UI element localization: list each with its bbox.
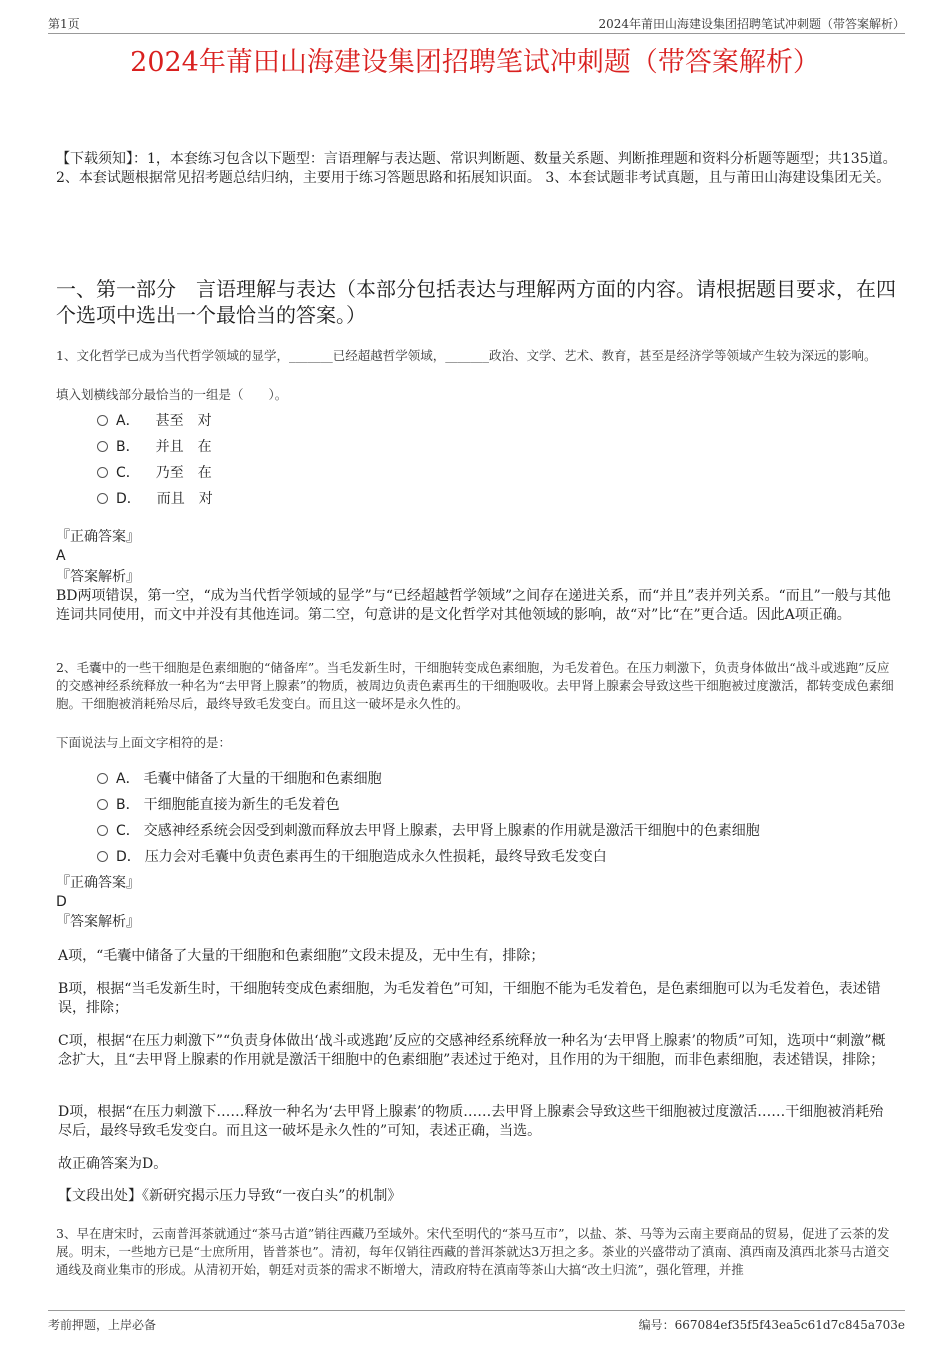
question-2-analysis-heading: 『答案解析』	[56, 914, 140, 930]
page-footer	[48, 1310, 905, 1337]
page-number: 第1页	[48, 17, 80, 31]
radio-icon[interactable]	[97, 773, 108, 784]
question-1-analysis-heading: 『答案解析』	[56, 569, 140, 585]
question-1-option-b[interactable]: B． 并且 在	[97, 436, 212, 456]
download-notice: 【下载须知】：1，本套练习包含以下题型：言语理解与表达题、常识判断题、数量关系题、判断推理题和资料分析题等题型；共135道。 2、本套试题根据常见招考题总结归纳，主要用于练习答题思路和拓展知识面。 3、本套试题非考试真题，且与莆田山海建设集团无关。	[56, 151, 897, 186]
question-1-stem: 1、文化哲学已成为当代哲学领域的显学，_______已经超越哲学领域，_______政治、文学、艺术、教育，甚至是经济学等领域产生较为深远的影响。	[56, 348, 877, 363]
question-1-option-a[interactable]: A． 甚至 对	[97, 410, 212, 430]
question-2-option-c[interactable]: C． 交感神经系统会因受到刺激而释放去甲肾上腺素，去甲肾上腺素的作用就是激活干细胞中的色素细胞	[97, 820, 760, 840]
radio-icon[interactable]	[97, 415, 108, 426]
question-2-answer: D	[56, 894, 67, 910]
question-2-option-d[interactable]: D． 压力会对毛囊中负责色素再生的干细胞造成永久性损耗，最终导致毛发变白	[97, 846, 607, 866]
radio-icon[interactable]	[97, 441, 108, 452]
radio-icon[interactable]	[97, 851, 108, 862]
section-heading: 一、第一部分 言语理解与表达（本部分包括表达与理解两方面的内容。请根据题目要求，在四个选项中选出一个最恰当的答案。）	[56, 277, 896, 327]
footer-slogan: 考前押题，上岸必备	[48, 1318, 157, 1332]
question-3-stem: 3、早在唐宋时，云南普洱茶就通过“茶马古道”销往西藏乃至域外。宋代至明代的“茶马互市”，以盐、茶、马等为云南主要商品的贸易，促进了云茶的发展。明末，一些地方已是“士庶所用，皆普茶也”。清初，每年仅销往西藏的普洱茶就达3万担之多。茶业的兴盛带动了滇南、滇西南及滇西北茶马古道交通线及商业集市的形成。从清初开始，朝廷对贡茶的需求不断增大，清政府特在滇南等茶山大搞“改土归流”，强化管理，并推	[56, 1226, 890, 1277]
question-2-source: 【文段出处】《新研究揭示压力导致“一夜白头”的机制》	[58, 1188, 402, 1204]
question-2-option-b[interactable]: B． 干细胞能直接为新生的毛发着色	[97, 794, 340, 814]
radio-icon[interactable]	[97, 799, 108, 810]
footer-serial: 编号：667084ef35f5f43ea5c61d7c845a703e	[638, 1318, 905, 1332]
question-2-stem: 2、毛囊中的一些干细胞是色素细胞的“储备库”。当毛发新生时，干细胞转变成色素细胞，为毛发着色。在压力刺激下，负责身体做出“战斗或逃跑”反应的交感神经系统释放一种名为“去甲肾上腺素”的物质，被周边负责色素再生的干细胞吸收。去甲肾上腺素会导致这些干细胞被过度激活，都转变成色素细胞。干细胞被消耗殆尽后，最终导致毛发变白。而且这一破坏是永久性的。	[56, 660, 894, 711]
question-2-prompt: 下面说法与上面文字相符的是：	[56, 735, 232, 750]
question-2-option-a[interactable]: A． 毛囊中储备了大量的干细胞和色素细胞	[97, 768, 382, 788]
question-1-option-d[interactable]: D． 而且 对	[97, 488, 213, 508]
document-title: 2024年莆田山海建设集团招聘笔试冲刺题（带答案解析）	[130, 47, 820, 78]
question-2-analysis-a: A项，“毛囊中储备了大量的干细胞和色素细胞”文段未提及，无中生有，排除；	[58, 948, 545, 964]
radio-icon[interactable]	[97, 493, 108, 504]
question-2-analysis-c: C项，根据“在压力刺激下”“负责身体做出‘战斗或逃跑’反应的交感神经系统释放一种名为‘去甲肾上腺素’的物质”可知，选项中“刺激”概念扩大，且“去甲肾上腺素的作用就是激活干细胞中的色素细胞”表述过于绝对，且作用的为干细胞，而非色素细胞，表述错误，排除；	[58, 1033, 886, 1068]
radio-icon[interactable]	[97, 825, 108, 836]
question-2-answer-heading: 『正确答案』	[56, 875, 140, 891]
page-header	[48, 13, 905, 34]
radio-icon[interactable]	[97, 467, 108, 478]
question-2-conclusion: 故正确答案为D。	[58, 1156, 168, 1172]
question-1-answer: A	[56, 548, 66, 564]
question-1-option-c[interactable]: C． 乃至 在	[97, 462, 212, 482]
header-doc-title: 2024年莆田山海建设集团招聘笔试冲刺题（带答案解析）	[598, 17, 905, 31]
question-1-analysis: BD两项错误，第一空，“成为当代哲学领域的显学”与“已经超越哲学领域”之间存在递进关系，而“并且”表并列关系。“而且”一般与其他连词共同使用，而文中并没有其他连词。第二空，句意讲的是文化哲学对其他领域的影响，故“对”比“在”更合适。因此A项正确。	[56, 588, 891, 623]
question-1-prompt: 填入划横线部分最恰当的一组是（ ）。	[56, 387, 288, 402]
question-1-answer-heading: 『正确答案』	[56, 529, 140, 545]
question-2-analysis-d: D项，根据“在压力刺激下……释放一种名为‘去甲肾上腺素’的物质……去甲肾上腺素会导致这些干细胞被过度激活……干细胞被消耗殆尽后，最终导致毛发变白。而且这一破坏是永久性的”可知，表述正确，当选。	[58, 1104, 884, 1139]
question-2-analysis-b: B项，根据“当毛发新生时，干细胞转变成色素细胞，为毛发着色”可知，干细胞不能为毛发着色，是色素细胞可以为毛发着色，表述错误，排除；	[58, 981, 881, 1016]
